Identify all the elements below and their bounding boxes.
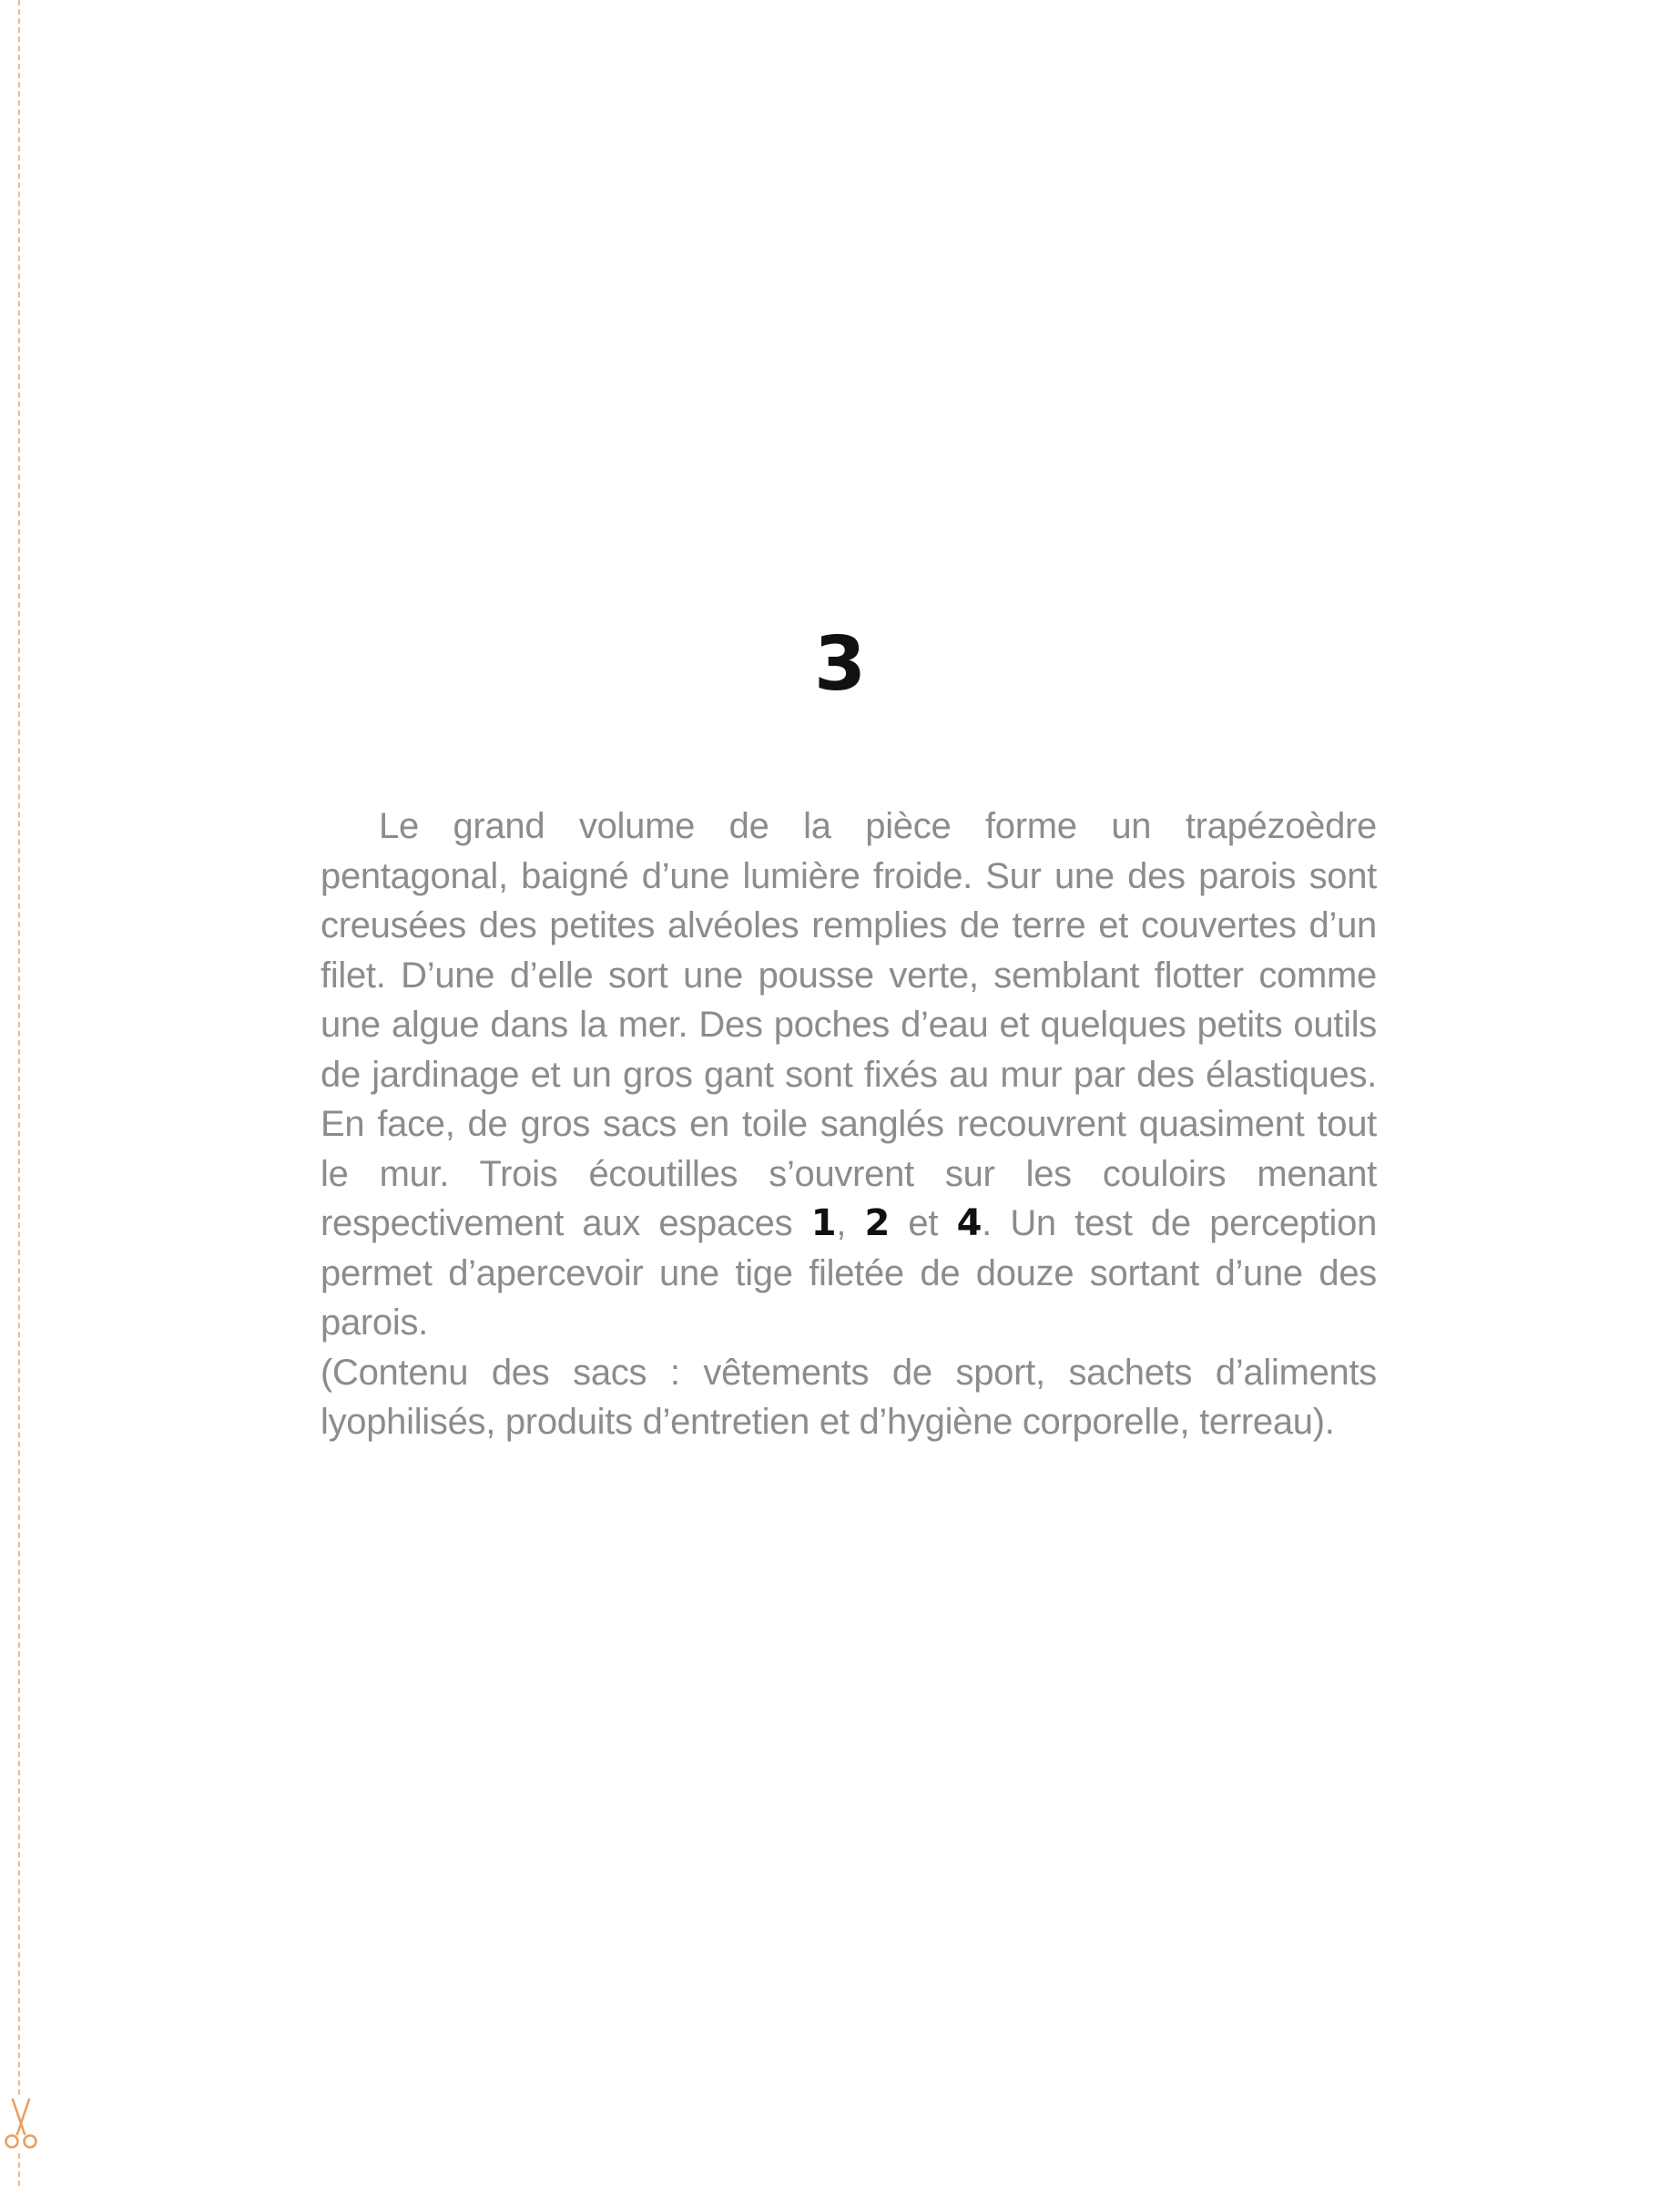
paragraph-text-2: . Un test de perception permet d’apercevoir une tige filetée de douze sortant d’une des parois.: [321, 1203, 1378, 1343]
space-ref-1: 1: [810, 1202, 837, 1244]
chapter-number: 3: [813, 621, 867, 708]
scissors-icon: [3, 2098, 39, 2152]
space-ref-4: 4: [956, 1202, 983, 1244]
bag-contents-note: (Contenu des sacs : vêtements de sport, sachets d’aliments lyophilisés, produits d’entretien et d’hygiène corporelle, terreau).: [321, 1352, 1377, 1442]
space-ref-2: 2: [864, 1202, 891, 1244]
paragraph-separator-2: et: [890, 1203, 957, 1243]
cut-line: [18, 0, 20, 2186]
room-description: [321, 802, 1377, 1447]
paragraph-text-1: Le grand volume de la pièce forme un trapézoèdre pentagonal, baigné d’une lumière froide. Sur une des parois sont creusées des petites alvéoles remplies de terre et couvertes d’un filet. D’une d’elle sort une pousse verte, semblant flotter comme une algue dans la mer. Des poches d’eau et quelques petits outils de jardinage et un gros gant sont fixés au mur par des élastiques. En face, de gros sacs en toile sanglés recouvrent quasiment tout le mur. Trois écoutilles s’ouvrent sur les couloirs menant respectivement aux espaces: [321, 806, 1377, 1243]
main-paragraph: [321, 802, 1377, 1348]
paragraph-separator-1: ,: [836, 1203, 865, 1243]
